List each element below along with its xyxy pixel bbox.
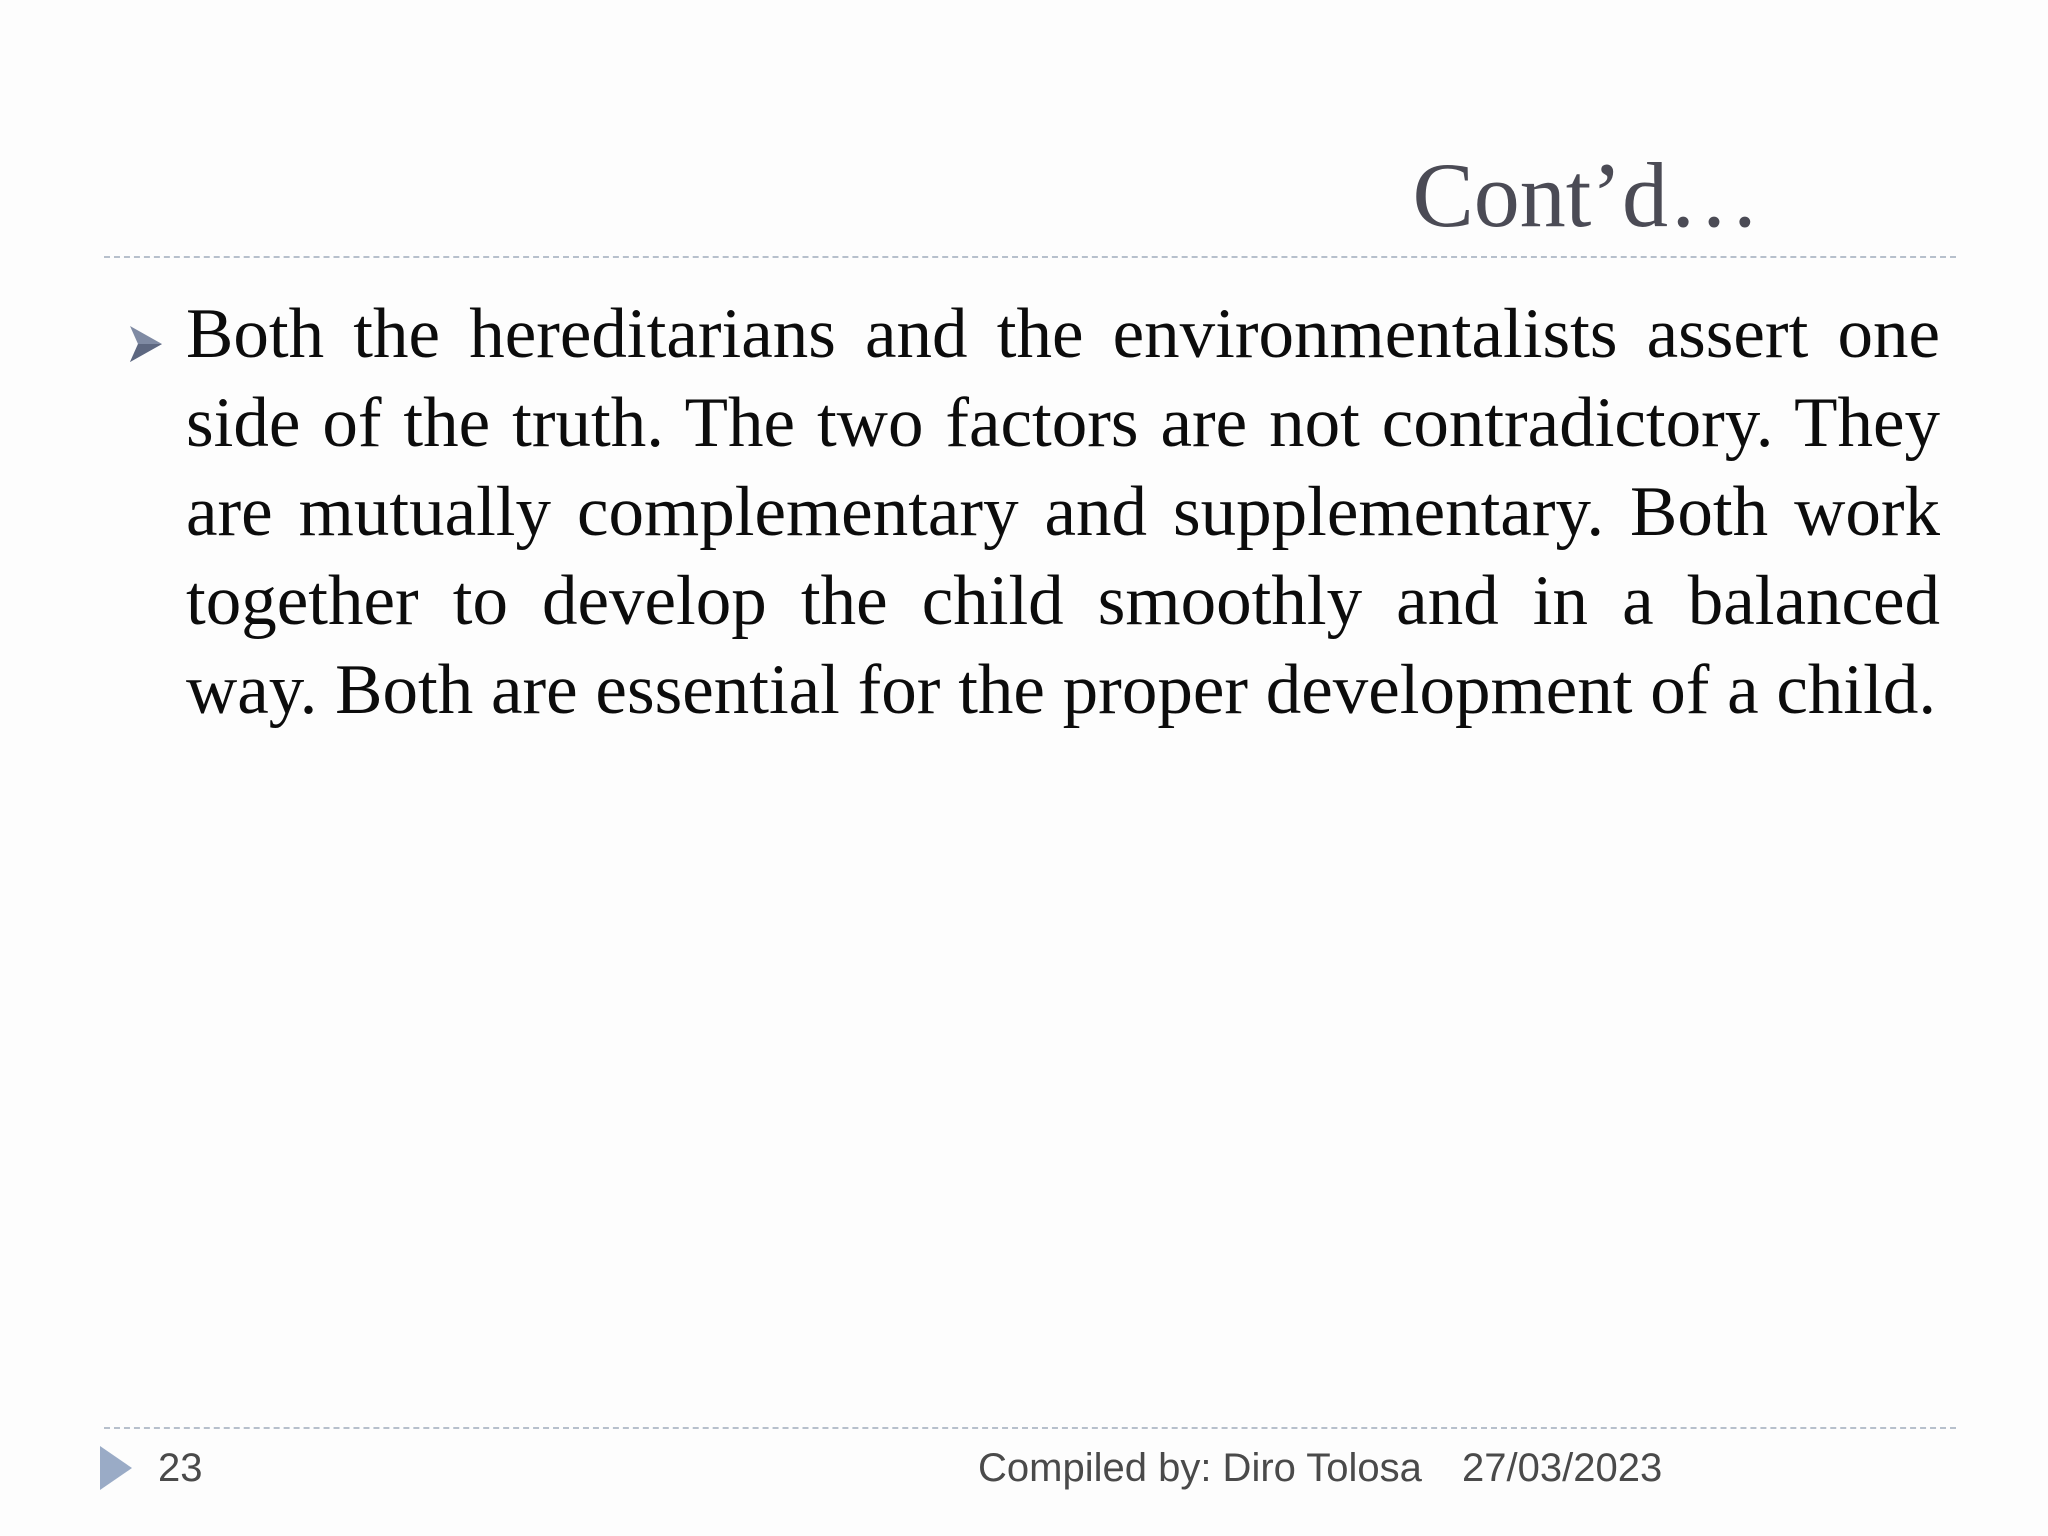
footer-author: Compiled by: Diro Tolosa <box>978 1446 1422 1490</box>
slide-content <box>120 290 1940 735</box>
footer-divider <box>104 1427 1956 1429</box>
slide-title: Cont’d… <box>1412 144 1760 246</box>
arrow-bullet-icon <box>128 324 164 364</box>
bullet-text: Both the hereditarians and the environmentalists assert one side of the truth. The two factors are not contradictory. They are mutually complementary and supplementary. Both work together to develop the child smoothly and in a balanced way. Both are essential for the proper development of a child. <box>186 295 1940 729</box>
footer-date: 27/03/2023 <box>1462 1446 1663 1490</box>
triangle-marker-icon <box>100 1446 132 1490</box>
bullet-item <box>120 290 1940 735</box>
title-divider <box>104 256 1956 258</box>
page-number: 23 <box>158 1446 203 1490</box>
